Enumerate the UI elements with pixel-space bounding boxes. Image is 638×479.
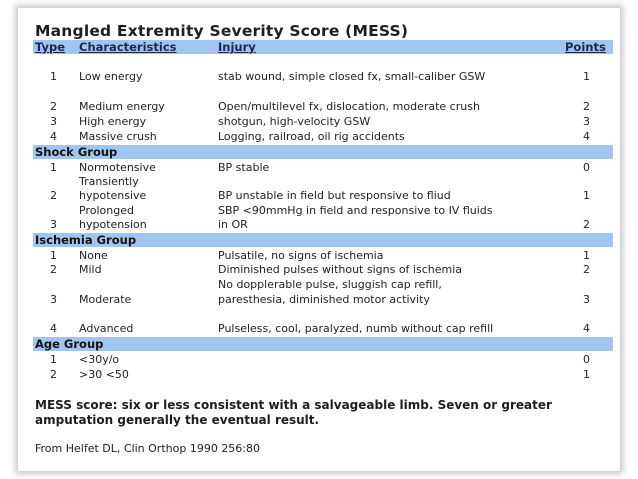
source-citation: From Helfet DL, Clin Orthop 1990 256:80 [35, 442, 261, 455]
row-type: 2 [50, 263, 57, 276]
row-points: 1 [583, 368, 590, 381]
row-points: 3 [583, 293, 590, 306]
row-injury-line2: paresthesia, diminished motor activity [218, 293, 430, 306]
row-type: 2 [50, 368, 57, 381]
row-characteristic: <30y/o [79, 353, 120, 366]
row-characteristic: Massive crush [79, 130, 157, 143]
row-characteristic-line1: Transiently [79, 175, 139, 188]
row-type: 3 [50, 115, 57, 128]
row-type: 1 [50, 249, 57, 262]
row-injury: Logging, railroad, oil rig accidents [218, 130, 405, 143]
row-characteristic-line2: hypotensive [79, 189, 147, 202]
age-group-label: Age Group [35, 337, 104, 351]
row-points: 3 [583, 115, 590, 128]
row-type: 3 [50, 293, 57, 306]
shock-group-label: Shock Group [35, 145, 118, 159]
row-injury: stab wound, simple closed fx, small-caliber GSW [218, 70, 486, 83]
row-injury: Pulseless, cool, paralyzed, numb without cap refill [218, 322, 494, 335]
slide-title: Mangled Extremity Severity Score (MESS) [35, 22, 409, 40]
row-type: 4 [50, 322, 57, 335]
row-type: 2 [50, 189, 57, 202]
row-points: 2 [583, 263, 590, 276]
row-characteristic: >30 <50 [79, 368, 129, 381]
row-injury: Open/multilevel fx, dislocation, moderate crush [218, 100, 480, 113]
row-points: 1 [583, 70, 590, 83]
row-injury-line1: No dopplerable pulse, sluggish cap refill, [218, 278, 442, 291]
row-characteristic: None [79, 249, 108, 262]
row-points: 0 [583, 161, 590, 174]
row-type: 1 [50, 353, 57, 366]
row-points: 2 [583, 218, 590, 231]
row-points: 1 [583, 189, 590, 202]
row-injury: BP unstable in field but responsive to fliud [218, 189, 451, 202]
row-type: 1 [50, 161, 57, 174]
row-injury-line1: SBP <90mmHg in field and responsive to IV fluids [218, 204, 493, 217]
row-injury: BP stable [218, 161, 270, 174]
row-type: 3 [50, 218, 57, 231]
row-type: 4 [50, 130, 57, 143]
group-header-bar [33, 337, 613, 351]
header-injury: Injury [218, 40, 256, 54]
mess-score-note: MESS score: six or less consistent with a salvageable limb. Seven or greater amputation generally the eventual result. [35, 398, 552, 427]
row-injury: Diminished pulses without signs of ischemia [218, 263, 463, 276]
row-injury: shotgun, high-velocity GSW [218, 115, 371, 128]
row-characteristic: Moderate [79, 293, 132, 306]
row-points: 1 [583, 249, 590, 262]
row-characteristic: Advanced [79, 322, 134, 335]
header-points: Points [565, 40, 606, 54]
row-characteristic: Normotensive [79, 161, 156, 174]
row-characteristic: Mild [79, 263, 102, 276]
row-characteristic: High energy [79, 115, 147, 128]
row-type: 1 [50, 70, 57, 83]
row-points: 4 [583, 130, 590, 143]
row-points: 2 [583, 100, 590, 113]
row-points: 4 [583, 322, 590, 335]
row-characteristic: Medium energy [79, 100, 165, 113]
row-characteristic-line2: hypotension [79, 218, 147, 231]
header-type: Type [35, 40, 66, 54]
row-injury-line2: in OR [218, 218, 248, 231]
header-characteristics: Characteristics [79, 40, 177, 54]
ischemia-group-label: Ischemia Group [35, 233, 137, 247]
row-type: 2 [50, 100, 57, 113]
row-characteristic-line1: Prolonged [79, 204, 134, 217]
row-injury: Pulsatile, no signs of ischemia [218, 249, 384, 262]
row-points: 0 [583, 353, 590, 366]
row-characteristic: Low energy [79, 70, 143, 83]
group-header-bar [33, 145, 613, 159]
